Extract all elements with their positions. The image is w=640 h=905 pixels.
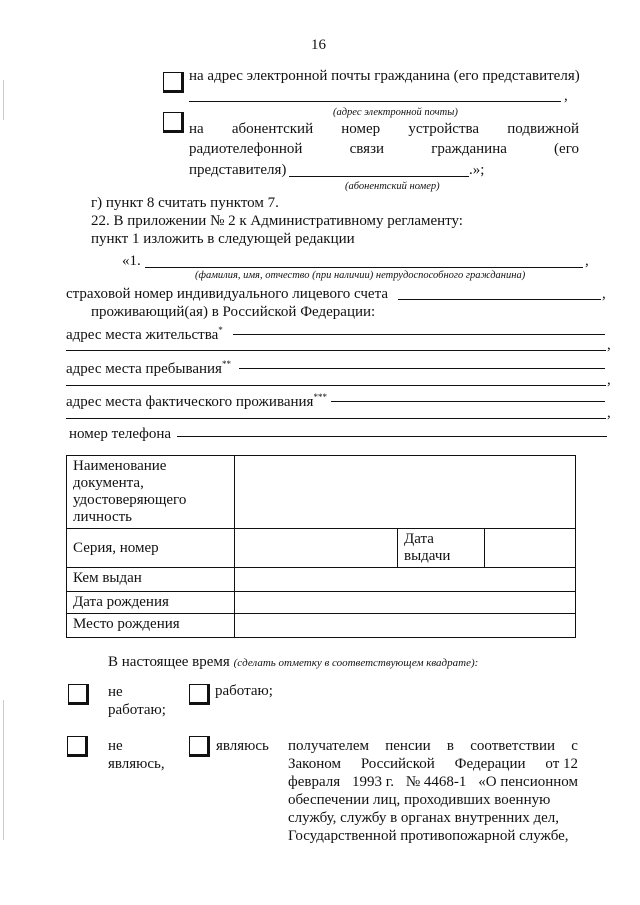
actual-address-label bbox=[66, 388, 327, 411]
currently-note: (сделать отметку в соответствующем квадрате): bbox=[233, 657, 479, 669]
label-line: не bbox=[108, 738, 123, 754]
phone-label: номер телефона bbox=[69, 426, 172, 442]
email-address-line[interactable] bbox=[189, 101, 561, 102]
birth-place-field[interactable] bbox=[235, 614, 576, 638]
word: Государственной противопожарной службе, bbox=[288, 828, 569, 844]
actual-address-line-2[interactable] bbox=[66, 418, 606, 419]
actual-address-text: адрес места фактического проживания bbox=[66, 394, 314, 410]
birth-place-label: Место рождения bbox=[67, 614, 235, 638]
email-option-checkbox[interactable] bbox=[163, 72, 184, 93]
phone-caption: (абонентский номер) bbox=[345, 181, 440, 192]
actual-end: , bbox=[607, 405, 611, 421]
phone-number-line[interactable] bbox=[289, 176, 469, 177]
label-line: Наименование bbox=[73, 458, 167, 474]
stay-end: , bbox=[607, 372, 611, 388]
label-line: документа, bbox=[73, 475, 144, 491]
snils-end: , bbox=[602, 286, 606, 302]
phone-line[interactable] bbox=[177, 436, 607, 437]
label-line: не bbox=[108, 684, 123, 700]
item-1-prefix: «1. bbox=[122, 253, 141, 269]
currently-label bbox=[108, 653, 478, 671]
label-line: работаю; bbox=[108, 702, 166, 718]
label-line: Дата bbox=[404, 531, 434, 547]
word: гражданина bbox=[431, 141, 507, 157]
word: службу, службу в органах внутренних дел, bbox=[288, 810, 560, 826]
residence-address-label bbox=[66, 321, 223, 344]
not-pensioner-label bbox=[108, 737, 165, 773]
pension-line-4 bbox=[288, 791, 578, 809]
stay-address-line-1[interactable] bbox=[239, 368, 605, 369]
residence-address-line-2[interactable] bbox=[66, 350, 606, 351]
word: абонентский bbox=[231, 121, 314, 137]
issued-by-label: Кем выдан bbox=[67, 568, 235, 592]
word: обеспечении лиц, проходивших военную bbox=[288, 792, 551, 808]
series-number-label: Серия, номер bbox=[67, 529, 235, 568]
page-number: 16 bbox=[311, 37, 326, 53]
birth-date-field[interactable] bbox=[235, 592, 576, 614]
paragraph-point-1: пункт 1 изложить в следующей редакции bbox=[91, 231, 355, 247]
pension-text bbox=[288, 737, 578, 845]
birth-date-label: Дата рождения bbox=[67, 592, 235, 614]
label-line: являюсь, bbox=[108, 756, 165, 772]
snils-line[interactable] bbox=[398, 299, 601, 300]
label-line: выдачи bbox=[404, 548, 451, 564]
email-line-end: , bbox=[564, 88, 568, 104]
pensioner-checkbox[interactable] bbox=[189, 736, 210, 757]
residing-label: проживающий(ая) в Российской Федерации: bbox=[91, 304, 376, 320]
word: устройства bbox=[408, 121, 480, 137]
word: радиотелефонной bbox=[189, 141, 303, 157]
pension-line-6 bbox=[288, 827, 578, 845]
word: Законом bbox=[288, 756, 341, 772]
word: пенсии bbox=[385, 738, 431, 754]
full-name-caption: (фамилия, имя, отчество (при наличии) нетрудоспособного гражданина) bbox=[195, 270, 526, 281]
full-name-line[interactable] bbox=[145, 267, 583, 268]
word: от 12 bbox=[545, 756, 578, 772]
word: «О пенсионном bbox=[478, 774, 578, 790]
word: Федерации bbox=[454, 756, 526, 772]
word: связи bbox=[349, 141, 385, 157]
stay-address-label bbox=[66, 355, 231, 378]
label-line: удостоверяющего bbox=[73, 492, 187, 508]
residence-end: , bbox=[607, 337, 611, 353]
item-1-end: , bbox=[585, 253, 589, 269]
word: в bbox=[446, 738, 455, 754]
issue-date-label bbox=[398, 529, 485, 568]
word: номер bbox=[341, 121, 381, 137]
word: № 4468-1 bbox=[405, 774, 467, 790]
word: Российской bbox=[360, 756, 435, 772]
stay-footnote-mark: ** bbox=[221, 359, 231, 369]
residence-footnote-mark: * bbox=[218, 325, 223, 335]
phone-option-line3-end: .»; bbox=[469, 162, 485, 178]
pension-line-5 bbox=[288, 809, 578, 827]
not-working-checkbox[interactable] bbox=[68, 684, 89, 705]
word: подвижной bbox=[507, 121, 579, 137]
pension-line-3 bbox=[288, 773, 578, 791]
actual-footnote-mark: *** bbox=[313, 392, 327, 402]
label-line: личность bbox=[73, 509, 133, 525]
working-label: работаю; bbox=[215, 683, 273, 699]
word: 1993 г. bbox=[352, 774, 394, 790]
pension-line-2 bbox=[288, 755, 578, 773]
stay-address-text: адрес места пребывания bbox=[66, 361, 222, 377]
working-checkbox[interactable] bbox=[189, 684, 210, 705]
word: февраля bbox=[288, 774, 341, 790]
email-option-text: на адрес электронной почты гражданина (его представителя) bbox=[189, 68, 580, 84]
identity-document-table bbox=[66, 455, 576, 638]
paragraph-22: 22. В приложении № 2 к Административному регламенту: bbox=[91, 213, 463, 229]
phone-option-line2 bbox=[189, 140, 579, 158]
issue-date-field[interactable] bbox=[485, 529, 576, 568]
doc-name-label bbox=[67, 456, 235, 529]
currently-text: В настоящее время bbox=[108, 654, 230, 670]
word: (его bbox=[554, 141, 579, 157]
paragraph-g: г) пункт 8 считать пунктом 7. bbox=[91, 195, 279, 211]
phone-option-checkbox[interactable] bbox=[163, 112, 184, 133]
not-working-label bbox=[108, 683, 166, 719]
doc-name-field[interactable] bbox=[235, 456, 576, 529]
email-caption: (адрес электронной почты) bbox=[333, 107, 458, 118]
pension-line-1 bbox=[288, 737, 578, 755]
scan-edge bbox=[3, 700, 4, 840]
word: соответствии bbox=[470, 738, 556, 754]
phone-option-line1 bbox=[189, 120, 579, 138]
pensioner-label: являюсь bbox=[216, 738, 269, 754]
not-pensioner-checkbox[interactable] bbox=[67, 736, 88, 757]
word: на bbox=[189, 121, 204, 137]
word: с bbox=[571, 738, 578, 754]
scan-edge bbox=[3, 80, 4, 120]
phone-option-line3: представителя) bbox=[189, 162, 287, 178]
snils-label: страховой номер индивидуального лицевого счета bbox=[66, 286, 388, 302]
series-number-field[interactable] bbox=[235, 529, 398, 568]
actual-address-line-1[interactable] bbox=[331, 401, 605, 402]
word: получателем bbox=[288, 738, 369, 754]
issued-by-field[interactable] bbox=[235, 568, 576, 592]
stay-address-line-2[interactable] bbox=[66, 385, 606, 386]
residence-address-line-1[interactable] bbox=[233, 334, 605, 335]
residence-address-text: адрес места жительства bbox=[66, 327, 219, 343]
